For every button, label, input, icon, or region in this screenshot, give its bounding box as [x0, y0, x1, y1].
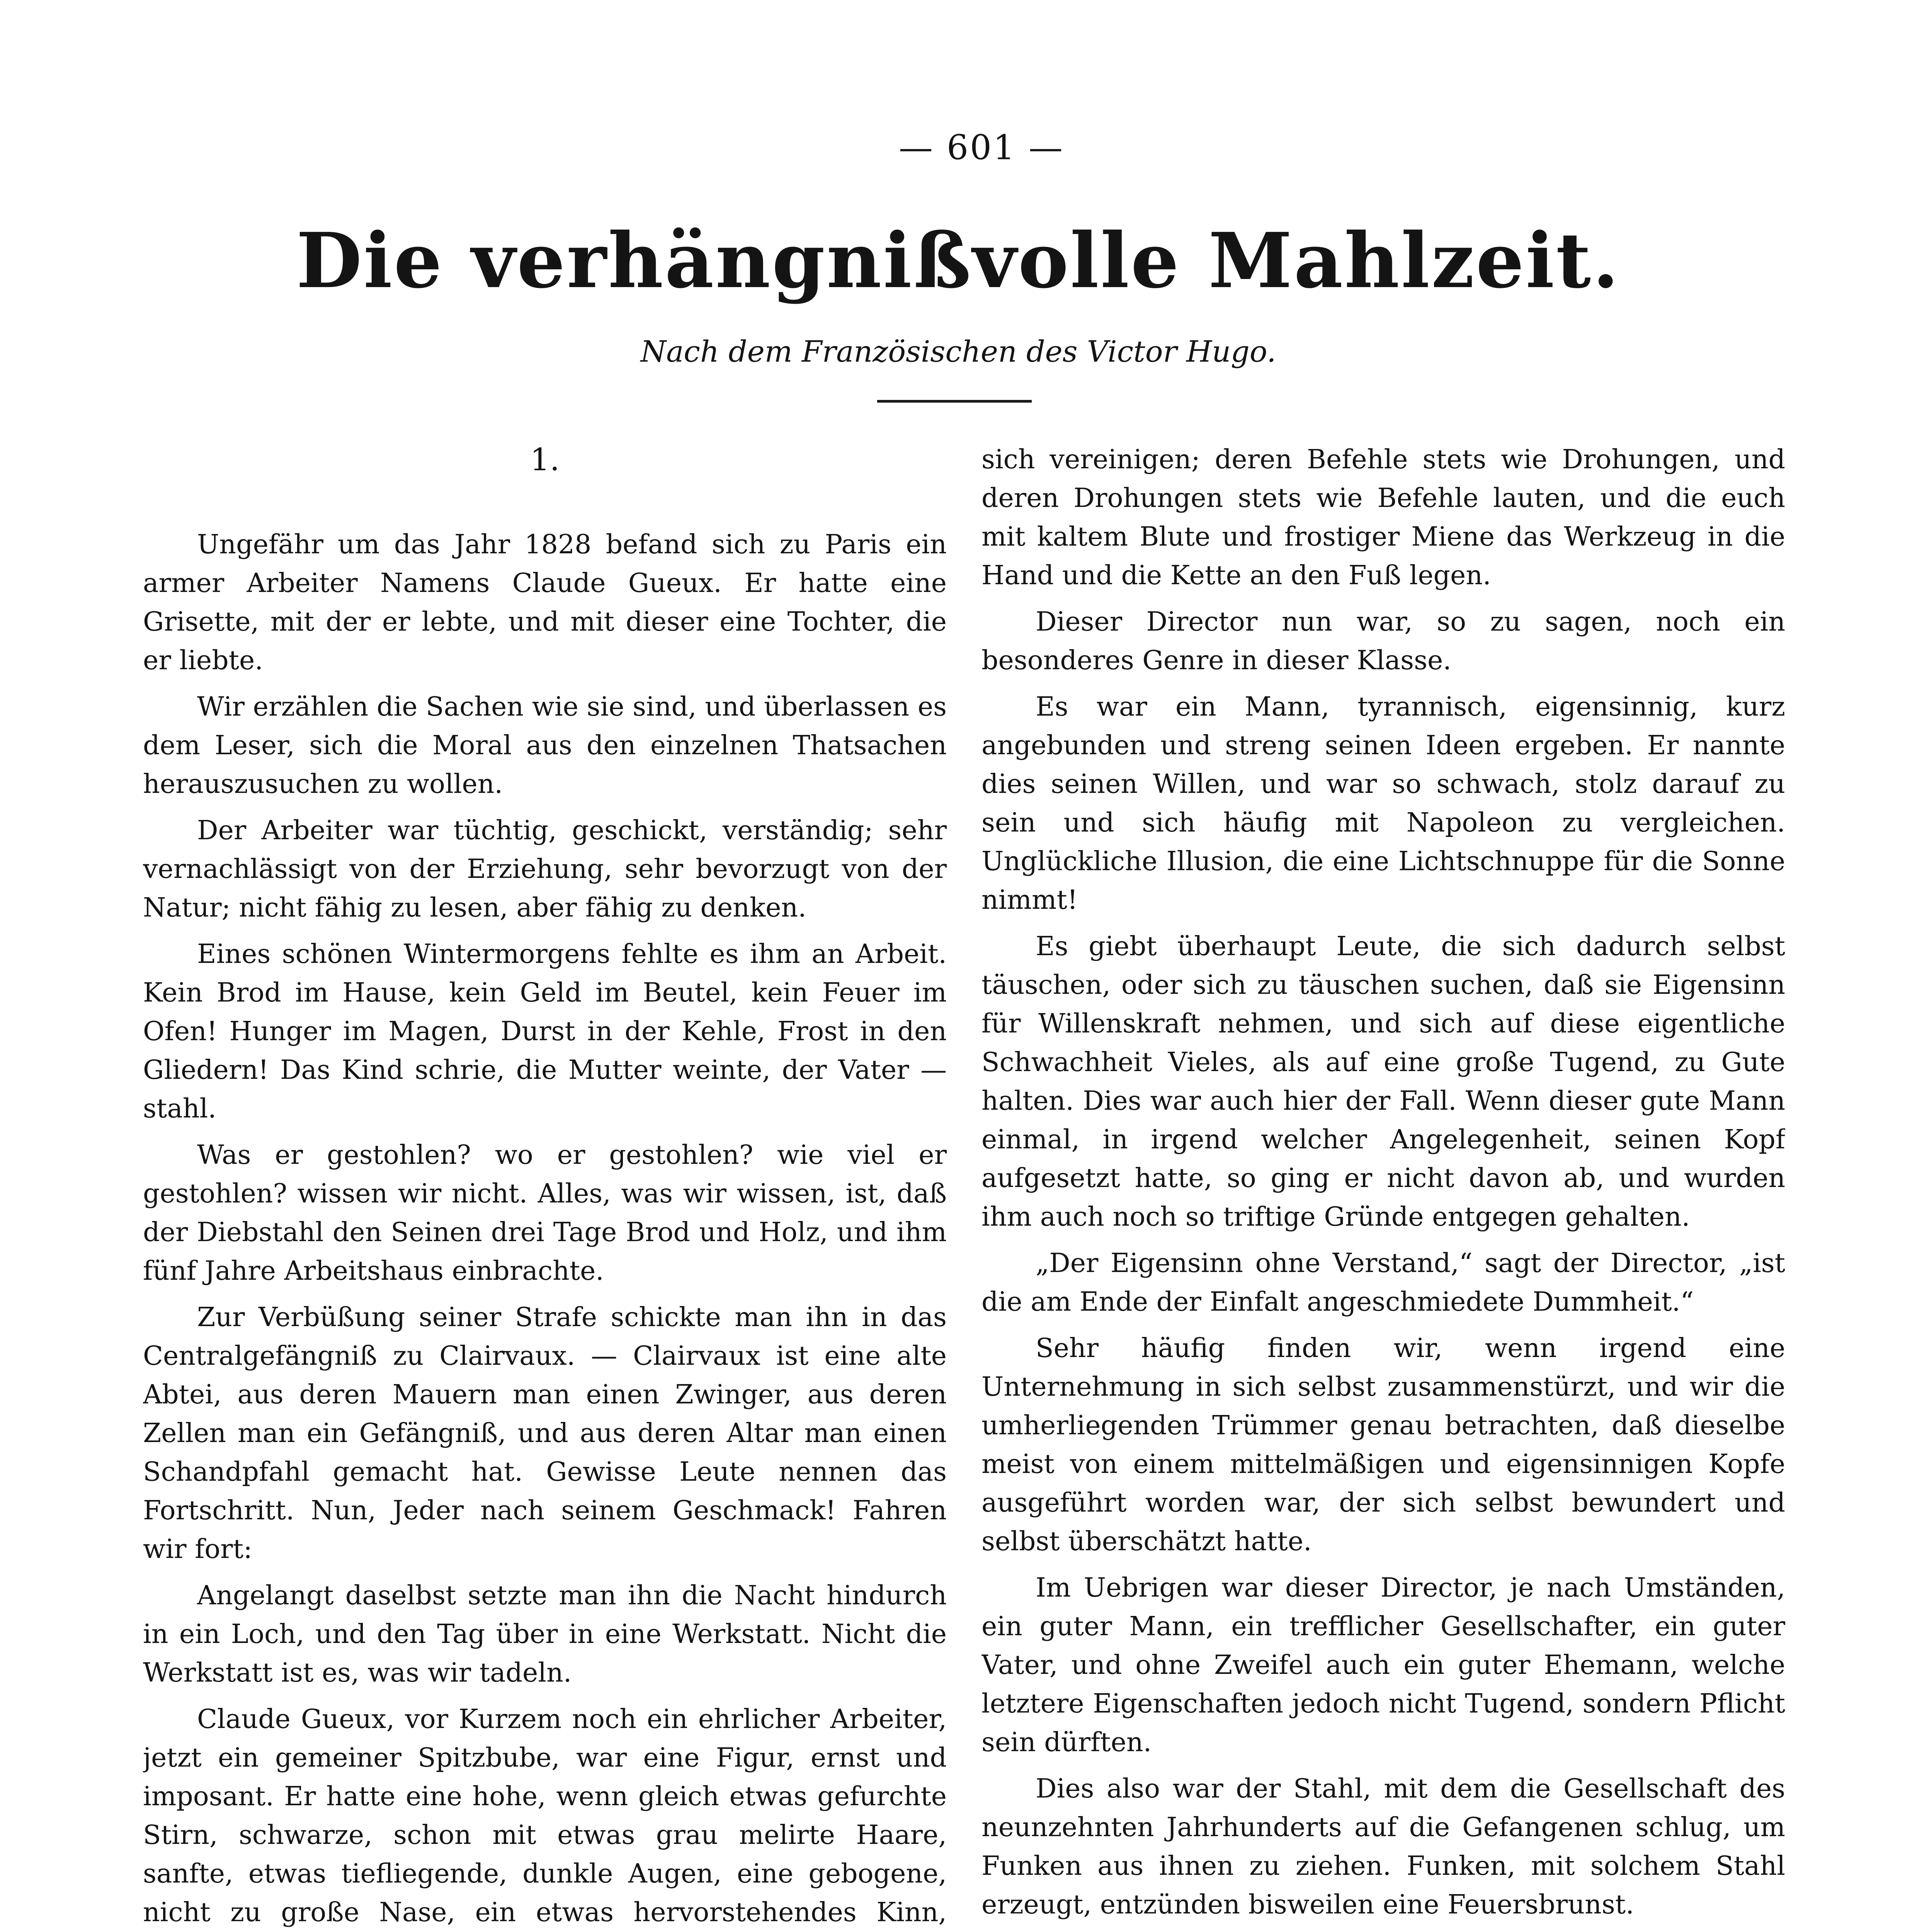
paragraph: Dieser Director nun war, so zu sagen, noch ein besonderes Genre in dieser Klasse.	[981, 607, 1785, 676]
paragraph: Der Arbeiter war tüchtig, geschickt, verständig; sehr vernachlässigt von der Erziehung, sehr bevorzugt von der Natur; nicht fähig zu lesen, aber fähig zu denken.	[143, 815, 947, 923]
article-subtitle: Nach dem Französischen des Victor Hugo.	[640, 334, 1276, 369]
left-column	[143, 440, 947, 1932]
paragraph: Ungefähr um das Jahr 1828 befand sich zu Paris ein armer Arbeiter Namens Claude Gueux. Er hatte eine Grisette, mit der er lebte, und mit dieser eine Tochter, die er liebte.	[143, 529, 947, 676]
paragraph: Eines schönen Wintermorgens fehlte es ihm an Arbeit. Kein Brod im Hause, kein Geld im Beutel, kein Feuer im Ofen! Hunger im Magen, Durst in der Kehle, Frost in den Gliedern! Das Kind schrie, die Mutter weinte, der Vater — stahl.	[143, 939, 947, 1124]
paragraph: Es giebt überhaupt Leute, die sich dadurch selbst täuschen, oder sich zu täuschen suchen, daß sie Eigensinn für Willenskraft nehmen, und sich auf diese eigentliche Schwachheit Vieles, als auf eine große Tugend, zu Gute halten. Dies war auch hier der Fall. Wenn dieser gute Mann einmal, in irgend welcher Angelegenheit, seinen Kopf aufgesetzt hatte, so ging er nicht davon ab, und wurden ihm auch noch so triftige Gründe entgegen gehalten.	[981, 931, 1785, 1232]
paragraph: „Der Eigensinn ohne Verstand,“ sagt der Director, „ist die am Ende der Einfalt angeschmiedete Dummheit.“	[981, 1248, 1785, 1317]
paragraph: Zur Verbüßung seiner Strafe schickte man ihn in das Centralgefängniß zu Clairvaux. — Clairvaux ist eine alte Abtei, aus deren Mauern man einen Zwinger, aus deren Zellen man ein Gefängniß, und aus deren Altar man einen Schandpfahl gemacht hat. Gewisse Leute nennen das Fortschritt. Nun, Jeder nach seinem Geschmack! Fahren wir fort:	[143, 1302, 947, 1565]
paragraph: Angelangt daselbst setzte man ihn die Nacht hindurch in ein Loch, und den Tag über in eine Werkstatt. Nicht die Werkstatt ist es, was wir tadeln.	[143, 1580, 947, 1688]
paragraph: Wir erzählen die Sachen wie sie sind, und überlassen es dem Leser, sich die Moral aus den einzelnen Thatsachen herauszusuchen zu wollen.	[143, 692, 947, 799]
right-column	[981, 440, 1785, 1932]
paragraph: sich vereinigen; deren Befehle stets wie Drohungen, und deren Drohungen stets wie Befehle lauten, und die euch mit kaltem Blute und frostiger Miene das Werkzeug in die Hand und die Kette an den Fuß legen.	[981, 444, 1785, 591]
paragraph: Was er gestohlen? wo er gestohlen? wie viel er gestohlen? wissen wir nicht. Alles, was wir wissen, ist, daß der Diebstahl den Seinen drei Tage Brod und Holz, und ihm fünf Jahre Arbeitshaus einbrachte.	[143, 1140, 947, 1286]
title-divider	[877, 400, 1032, 403]
section-number: 1.	[530, 442, 560, 478]
paragraph: Im Uebrigen war dieser Director, je nach Umständen, ein guter Mann, ein trefflicher Gesellschafter, ein guter Vater, und ohne Zweifel auch ein guter Ehemann, welche letztere Eigenschaften jedoch nicht Tugend, sondern Pflicht sein dürften.	[981, 1573, 1785, 1758]
paragraph: Dies also war der Stahl, mit dem die Gesellschaft des neunzehnten Jahrhunderts auf die Gefangenen schlug, um Funken aus ihnen zu ziehen. Funken, mit solchem Stahl erzeugt, entzünden bisweilen eine Feuersbrunst.	[981, 1774, 1785, 1920]
paragraph: Es war ein Mann, tyrannisch, eigensinnig, kurz angebunden und streng seinen Ideen ergeben. Er nannte dies seinen Willen, und war so schwach, stolz darauf zu sein und sich häufig mit Napoleon zu vergleichen. Unglückliche Illusion, die eine Lichtschnuppe für die Sonne nimmt!	[981, 692, 1785, 915]
paragraph: Claude Gueux, vor Kurzem noch ein ehrlicher Arbeiter, jetzt ein gemeiner Spitzbube, war eine Figur, ernst und imposant. Er hatte eine hohe, wenn gleich etwas gefurchte Stirn, schwarze, schon mit etwas grau melirte Haare, sanfte, etwas tiefliegende, dunkle Augen, eine gebogene, nicht zu große Nase, ein etwas hervorstehendes Kinn,	[143, 1704, 947, 1928]
page-number: — 601 —	[899, 128, 1064, 167]
paragraph: Sehr häufig finden wir, wenn irgend eine Unternehmung in sich selbst zusammenstürzt, und wir die umherliegenden Trümmer genau betrachten, daß dieselbe meist von einem mittelmäßigen und eigensinnigen Kopfe ausgeführt worden war, der sich selbst bewundert und selbst überschätzt hatte.	[981, 1333, 1785, 1557]
article-title: Die verhängnißvolle Mahlzeit.	[296, 216, 1621, 305]
